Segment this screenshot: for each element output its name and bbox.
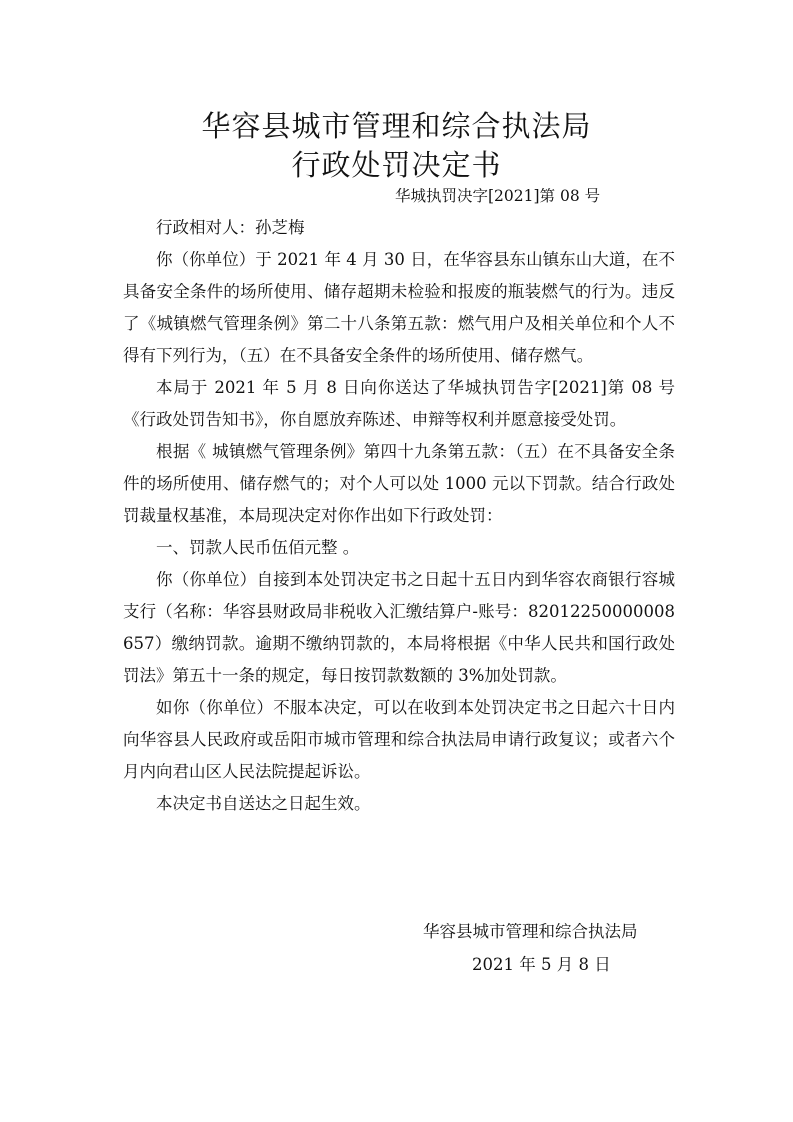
signature-organization: 华容县城市管理和综合执法局 <box>423 922 638 941</box>
effective-paragraph: 本决定书自送达之日起生效。 <box>156 794 371 813</box>
penalty-item: 一、罚款人民币伍佰元整 。 <box>156 538 360 557</box>
payment-paragraph: 你（你单位）自接到本处罚决定书之日起十五日内到华容农商银行容城支行（名称：华容县财政局非税收入汇缴结算户-账号：82012250000008657）缴纳罚款。逾期不缴纳罚款的，本局将根据《中华人民共和国行政处罚法》第五十一条的规定，每日按罚款数额的 3%加处罚款。 <box>123 570 675 685</box>
facts-paragraph: 你（你单位）于 2021 年 4 月 30 日，在华容县东山镇东山大道，在不具备安全条件的场所使用、储存超期未检验和报废的瓶装燃气的行为。违反了《城镇燃气管理条例》第二十八条第五款：燃气用户及相关单位和个人不得有下列行为，（五）在不具备安全条件的场所使用、储存燃气。 <box>123 250 675 365</box>
document-title-organization: 华容县城市管理和综合执法局 <box>201 109 592 143</box>
appeal-paragraph: 如你（你单位）不服本决定，可以在收到本处罚决定书之日起六十日内向华容县人民政府或岳阳市城市管理和综合执法局申请行政复议；或者六个月内向君山区人民法院提起诉讼。 <box>123 698 675 781</box>
notice-paragraph: 本局于 2021 年 5 月 8 日向你送达了华城执罚告字[2021]第 08 号《行政处罚告知书》，你自愿放弃陈述、申辩等权利并愿意接受处罚。 <box>123 378 675 429</box>
legal-basis-paragraph: 根据《 城镇燃气管理条例》第四十九条第五款：（五）在不具备安全条件的场所使用、储存燃气的；对个人可以处 1000 元以下罚款。结合行政处罚裁量权基准，本局现决定对你作出如下行政处罚： <box>123 442 675 525</box>
document-number: 华城执罚决字[2021]第 08 号 <box>395 187 601 205</box>
document-title-type: 行政处罚决定书 <box>291 148 502 182</box>
signature-date: 2021 年 5 月 8 日 <box>472 955 611 974</box>
party-line: 行政相对人：孙芝梅 <box>156 218 305 237</box>
document-body <box>123 212 675 820</box>
